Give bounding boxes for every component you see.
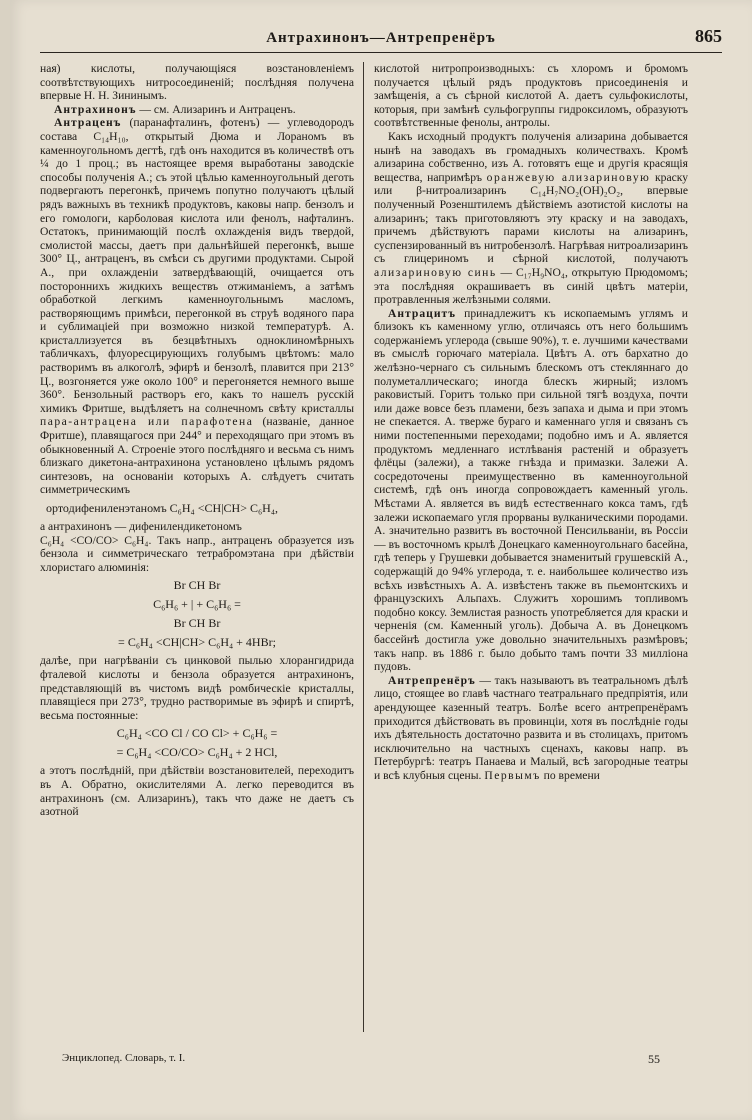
running-header: [40, 26, 722, 53]
entry-term: Антрахинонъ: [54, 102, 137, 116]
formula: = C₆H₄ <CH|CH> C₆H₄ + 4HBr;: [118, 635, 276, 650]
page-number: 865: [695, 26, 722, 46]
spaced-text: пара-антрацена или парафотена: [40, 415, 254, 429]
entry-term: Антраценъ: [54, 116, 122, 130]
spaced-text: оранжевую ализариновую: [486, 170, 651, 184]
spaced-text: ализариновую синь: [374, 265, 497, 279]
formula: Br CH Br: [173, 578, 221, 593]
entry-antracit: [374, 307, 688, 674]
right-column: [374, 62, 688, 1032]
paragraph: [374, 130, 688, 307]
spaced-text: Первымъ: [484, 768, 541, 782]
page-footer: [62, 1052, 660, 1070]
entry-term: Антрепренёръ: [388, 673, 476, 687]
formula: ортодифениленэтаномъ C₆H₄ <CH|CH> C₆H₄,: [46, 501, 279, 515]
entry-text: по времени: [540, 768, 600, 782]
entry-text: (паранафталинъ, фотенъ) — углеводородъ состава C₁₄H₁₀, открытый Дюма и Лораномъ въ каменноугольномъ дегтѣ, гдѣ онъ находится въ количествѣ отъ ¼ до 1 проц.; въ настоящее время выработаны заводскіе способы полученія А.; съ этой цѣлью каменноугольный деготь подвергаютъ перегонкѣ, причемъ попутно получаютъ цѣлый рядъ важныхъ въ техникѣ продуктовъ, каковы напр. бензолъ и его гомологи, карболовая кислота или фенолъ, нафталинъ. Остатокъ, принимающій послѣ охлажденія видъ твердой, смолистой массы, даетъ при дальнѣйшей перегонкѣ, выше 300° Ц., антраценъ, въ смѣси съ другими продуктами. Сырой А., при охлажденіи затвердѣвающій, очищается отъ постороннихъ жидкихъ веществъ отжиманіемъ, а затѣмъ обработкой легкимъ каменноугольнымъ масломъ, растворяющимъ примѣси, перегонкой въ струѣ водяного пара и сублимаціей при возможно низкой температурѣ. А. кристаллизуется въ безцвѣтныхъ одноклиномѣрныхъ табличкахъ, флуоресцирующихъ голубымъ цвѣтомъ: мало растворимъ въ алкоголѣ, эфирѣ и бензолѣ, плавится при 213° Ц., возгоняется уже около 100° и перегоняется немного выше 360°. Бензольный растворъ его, какъ то нашелъ русскій химикъ Фритше, выдѣляетъ на солнечномъ свѣту кристаллы: [40, 116, 354, 415]
entry-text: — C₁₇H₉NO₄, открытую Прюдомомъ; эта послѣдняя окрашиваетъ въ синій цвѣтъ матеріи, протравленныя желѣзными солями.: [374, 265, 688, 307]
paragraph: кислотой нитропроизводныхъ: съ хлоромъ и бромомъ получается цѣлый рядъ продуктовъ присоединенія и замѣщенія, а съ сѣрной кислотой А. даетъ сульфокислоты, которыя, при замѣнѣ сульфогруппы гидроксиломъ, образуютъ соотвѣтственные фенолы, антролы.: [374, 62, 688, 130]
formula: C₆H₆ + | + C₆H₆ =: [153, 597, 241, 612]
entry-text: Какъ исходный продуктъ полученія ализарина добывается нынѣ на заводахъ въ громадныхъ количествахъ. Кромѣ ализарина собственно, изъ А. готовятъ еще и другія красящія вещества, напримѣръ: [374, 129, 688, 184]
paragraph: а антрахинонъ — дифенилендикетономъ: [40, 520, 242, 533]
footer-source: Энциклопед. Словарь, т. I.: [62, 1052, 186, 1064]
left-column: [40, 62, 354, 1032]
entry-text: — такъ называютъ въ театральномъ дѣлѣ лицо, стоящее во главѣ частнаго театральнаго предпріятія, или арендующее казенный театръ. Болѣе всего антрепренёрамъ приходится дѣйствовать въ провинціи, хотя въ послѣдніе годы ихъ дѣятельность достаточно развита и въ столицахъ, притомъ исключительно на частныхъ сценахъ, каковы напр. въ Петербургѣ: театръ Панаева и Малый, всѣ загородные театры и всѣ клубныя сцены.: [374, 673, 688, 782]
formula: C₆H₄ <CO Cl / CO Cl> + C₆H₆ =: [116, 726, 278, 741]
header-title: Антрахинонъ—Антрепренёръ: [266, 30, 496, 46]
formula: Br CH Br: [173, 616, 221, 631]
formula: = C₆H₄ <CO/CO> C₆H₄ + 2 HCl,: [116, 745, 278, 760]
page: [10, 0, 752, 1120]
entry-antreprener: [374, 674, 688, 783]
column-divider: [363, 62, 364, 1032]
paragraph: далѣе, при нагрѣваніи съ цинковой пылью хлорангидрида фталевой кислоты и бензола образуется антрахинонъ, представляющій въ чистомъ видѣ ромбическіе кристаллы, плавящіеся при 273°, трудно растворимые въ эфирѣ и спиртѣ, весьма постоянные:: [40, 654, 354, 722]
paragraph: ная) кислоты, получающіяся возстановленіемъ соотвѣтствующихъ нитросоединеній; послѣдняя получена впервые Н. Н. Зининымъ.: [40, 62, 354, 103]
footer-signature: 55: [648, 1052, 660, 1066]
entry-text: — см. Ализаринъ и Антраценъ.: [136, 102, 296, 116]
paragraph: а этотъ послѣдній, при дѣйствіи возстановителей, переходитъ въ А. Обратно, окислителями А. легко переводится въ антрахинонъ (см. Ализаринъ), такъ что даже не даетъ съ азотной: [40, 764, 354, 819]
entry-text: (названіе, данное Фритше), плавящагося при 244° и переходящаго при этомъ въ обыкновенный А. Строеніе этого послѣдняго и весьма съ нимъ близкаго дикетона-антрахинона установлено цѣлымъ рядомъ синтезовъ, на основаніи которыхъ А. слѣдуетъ считать симметрическимъ: [40, 415, 354, 497]
entry-text: принадлежитъ къ ископаемымъ углямъ и близокъ къ каменному углю, отличаясь отъ него большимъ содержаніемъ углерода (свыше 90%), т. е. лучшими качествами въ смыслѣ горючаго матеріала. Цвѣтъ А. отъ бархатно до желѣзно-чернаго съ сильнымъ блескомъ отъ стекляннаго до полуметаллическаго; иногда блескъ жирный; изломъ раковистый. Горитъ только при сильной тягѣ воздуха, почти или даже вовсе безъ пламени, безъ запаха и дыма и при этомъ не спекается. А. тверже бураго и каменнаго угля и связанъ съ ними постепенными переходами; подобно имъ и А. является продуктомъ медленнаго истлѣванія растеній и образуетъ флёцы (залежи), а также гнѣзда и примазки. Залежи А. сосредоточены преимущественно въ каменноугольной системѣ, гдѣ онъ иногда сопровождаетъ каменный уголь. Мѣстами А. является въ видѣ естественнаго кокса тамъ, гдѣ залежи ископаемаго угля прорваны вулканическими породами. А. значительно развитъ въ восточной Пенсильваніи, въ Россіи — въ восточномъ крылѣ Донецкаго каменноугольнаго басейна, гдѣ теперь у Грушевки добывается знаменитый грушевскій А., содержащій до 94% углерода, т. е. наибольшее количество изъ всѣхъ извѣстныхъ А. А. извѣстенъ также въ пьемонтскихъ и французскихъ Альпахъ. Служитъ хорошимъ топливомъ подобно коксу. Землистая разность употребляется для краски и черненія (см. Каменный уголь). Добыча А. въ Донецкомъ бассейнѣ достигла уже довольно значительныхъ размѣровъ; такъ напр. въ 1886 г. было добыто тамъ почти 33 милліона пудовъ.: [374, 306, 688, 674]
entry-term: Антрацитъ: [388, 306, 456, 320]
entry-antrachinon: [40, 103, 354, 117]
formula-paragraph: C₆H₄ <CO/CO> C₆H₄. Такъ напр., антраценъ образуется изъ бензола и симметрическаго тетрабромэтана при дѣйствіи хлористаго алюминія:: [40, 533, 354, 574]
entry-antracen: [40, 116, 354, 497]
entry-text: краску или β-нитроализаринъ C₁₄H₇NO₂(OH)₂O₂, впервые полученный Розенштилемъ дѣйствіемъ азотистой кислоты на ализаринъ; такъ приготовляютъ эту краску и на заводахъ, причемъ дѣйствуютъ парами кислоты на ализаринъ, суспензированный въ нитробензолѣ. Нагрѣвая нитроализаринъ съ глицериномъ и сѣрной кислотой, получаютъ: [374, 170, 688, 266]
